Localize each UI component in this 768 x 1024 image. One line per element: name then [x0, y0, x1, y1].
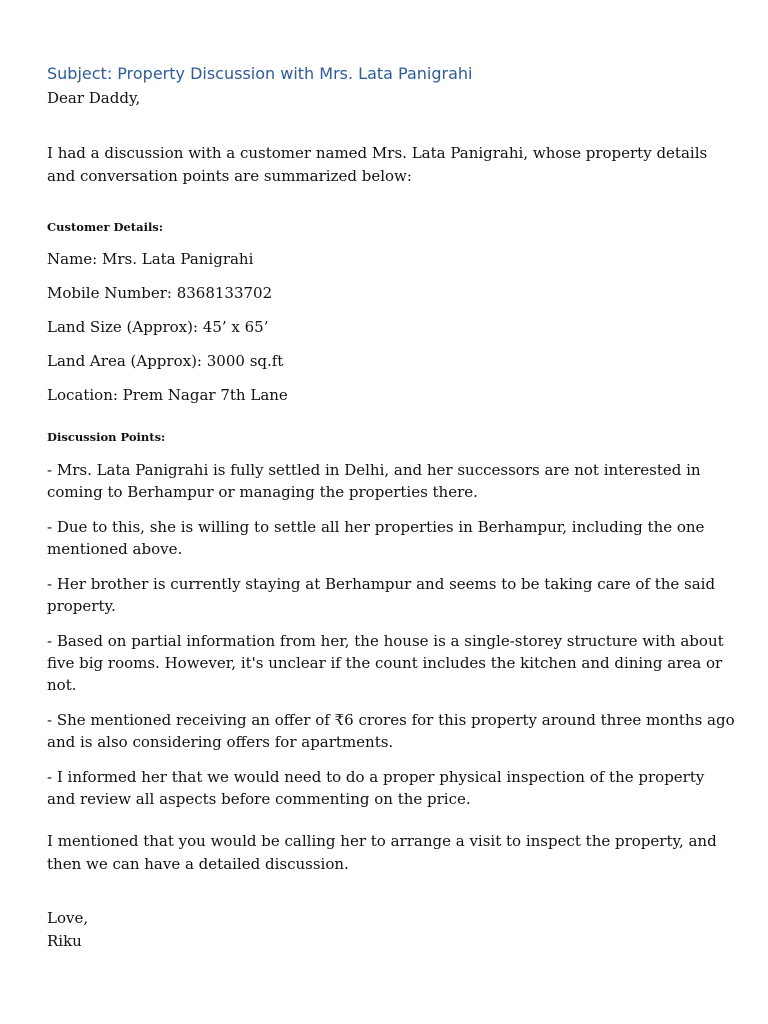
customer-details-heading: Customer Details:	[47, 220, 164, 234]
customer-detail-location: Location: Prem Nagar 7th Lane	[47, 386, 288, 404]
letter-salutation: Dear Daddy,	[47, 89, 141, 107]
discussion-points-heading: Discussion Points:	[47, 430, 166, 444]
customer-detail-name: Name: Mrs. Lata Panigrahi	[47, 250, 254, 268]
discussion-point-house-structure: - Based on partial information from her, the house is a single-storey structure with about five big rooms. However, it's unclear if the count includes the kitchen and dining area or not.	[47, 631, 724, 695]
discussion-point-settled-in-delhi: - Mrs. Lata Panigrahi is fully settled in Delhi, and her successors are not interested in coming to Berhampur or managing the properties there.	[47, 461, 701, 502]
customer-detail-land-area: Land Area (Approx): 3000 sq.ft	[47, 352, 284, 370]
customer-detail-mobile: Mobile Number: 8368133702	[47, 284, 273, 302]
discussion-point-willing-to-settle: - Due to this, she is willing to settle all her properties in Berhampur, including the one mentioned above.	[47, 517, 705, 559]
discussion-point-brother-caretaker: - Her brother is currently staying at Berhampur and seems to be taking care of the said property.	[47, 574, 716, 616]
letter-subject: Subject: Property Discussion with Mrs. Lata Panigrahi	[47, 64, 473, 83]
discussion-points-list	[47, 459, 737, 810]
letter-page	[47, 62, 737, 953]
discussion-point-offer-received: - She mentioned receiving an offer of ₹6 crores for this property around three months ago and is also considering offers for apartments.	[47, 710, 735, 752]
discussion-point-inspection-needed: - I informed her that we would need to do a proper physical inspection of the property and review all aspects before commenting on the price.	[47, 767, 705, 808]
letter-intro: I had a discussion with a customer named Mrs. Lata Panigrahi, whose property details and conversation points are summarized below:	[47, 144, 708, 185]
customer-detail-land-size: Land Size (Approx): 45’ x 65’	[47, 318, 269, 336]
customer-details-list	[47, 249, 737, 405]
letter-closing: I mentioned that you would be calling her to arrange a visit to inspect the property, and then we can have a detailed discussion.	[47, 832, 717, 873]
letter-signature: Riku	[47, 932, 82, 951]
letter-signoff: Love,	[47, 909, 89, 928]
